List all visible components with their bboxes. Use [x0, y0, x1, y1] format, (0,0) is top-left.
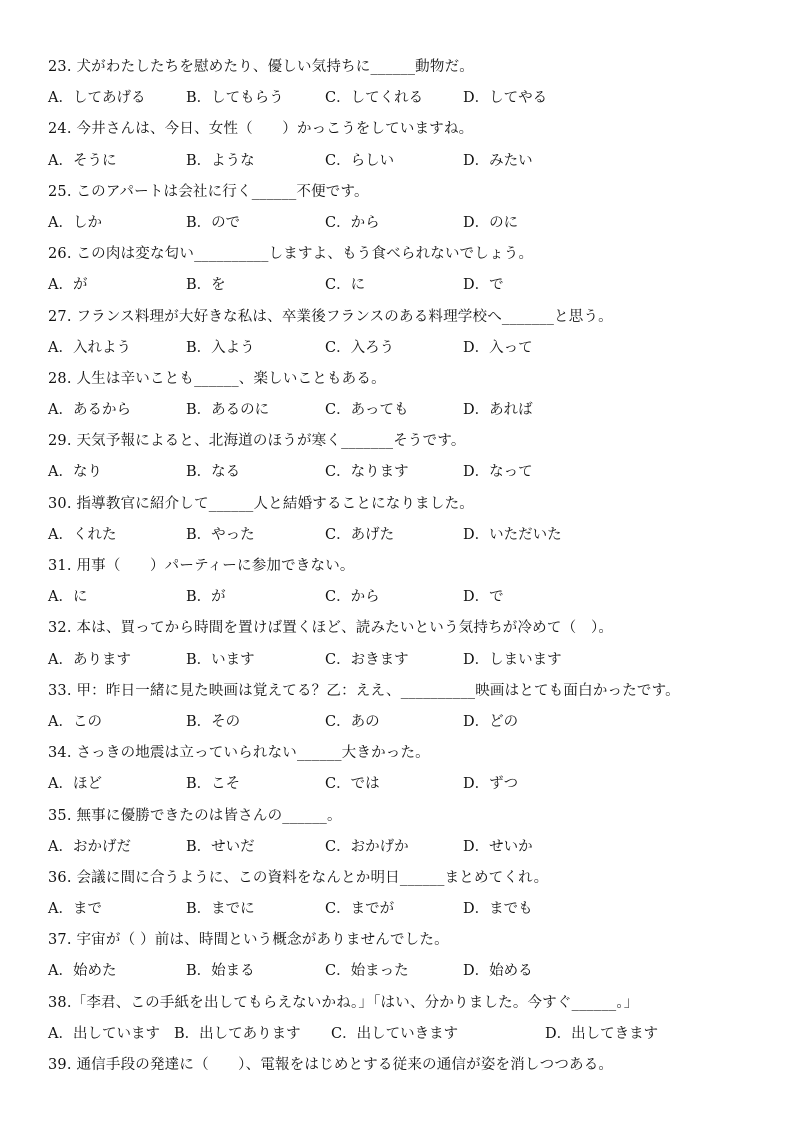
option-b: B．が	[186, 589, 226, 606]
option-c: C．から	[325, 589, 380, 606]
option-c: C．出していきます	[331, 1025, 459, 1042]
option-d: D．なって	[463, 464, 533, 481]
option-b: B．してもらう	[186, 90, 284, 107]
option-c: C．あの	[325, 713, 380, 730]
options-row	[48, 457, 768, 488]
option-d: D．出してきます	[545, 1025, 659, 1042]
option-c: C．してくれる	[325, 90, 424, 107]
option-a: A．あるから	[48, 402, 131, 419]
question-text: 29. 天気予報によると、北海道のほうが寒く_______そうです。	[48, 433, 466, 450]
option-a: A．あります	[48, 651, 131, 668]
options-row	[48, 956, 768, 987]
option-a: A．そうに	[48, 152, 117, 169]
option-c: C．から	[325, 214, 380, 231]
question-text: 25. このアパートは会社に行く______不便です。	[48, 183, 369, 200]
option-c: C．あっても	[325, 402, 409, 419]
option-d: D．どの	[463, 713, 519, 730]
option-a: A．入れよう	[48, 339, 131, 356]
option-c: C．入ろう	[325, 339, 395, 356]
question-text: 23. 犬がわたしたちを慰めたり、優しい気持ちに______動物だ。	[48, 59, 474, 75]
option-d: D．で	[463, 277, 504, 294]
option-d: D．ずつ	[463, 776, 519, 793]
option-a: A．してあげる	[48, 90, 146, 107]
question-text: 32. 本は、買ってから時間を置けば置くほど、読みたいという気持ちが冷めて（ ）。	[48, 620, 614, 637]
option-b: B．を	[186, 277, 226, 294]
option-d: D．入って	[463, 339, 533, 356]
option-b: B．ような	[186, 152, 255, 169]
option-a: A．しか	[48, 214, 102, 231]
option-a: A．出しています	[48, 1025, 160, 1042]
question-list	[48, 52, 768, 1081]
option-d: D．あれば	[463, 402, 533, 419]
option-d: D．で	[463, 589, 504, 606]
option-d: D．しまいます	[463, 651, 562, 668]
options-row	[48, 83, 768, 114]
options-row	[48, 645, 768, 676]
options-row	[48, 1019, 768, 1050]
option-a: A．おかげだ	[48, 838, 131, 855]
option-c: C．らしい	[325, 152, 395, 169]
options-row	[48, 832, 768, 863]
question-text: 36. 会議に間に合うように、この資料をなんとか明日______まとめてくれ。	[48, 869, 549, 886]
option-a: A．始めた	[48, 963, 117, 980]
option-d: D．してやる	[463, 90, 548, 107]
question-text: 26. この肉は変な匂い__________しますよ、もう食べられないでしょう。	[48, 246, 534, 263]
question-text: 27. フランス料理が大好きな私は、卒業後フランスのある料理学校へ_______と思う。	[48, 308, 613, 325]
option-b: B．出してあります	[174, 1025, 301, 1042]
option-a: A．まで	[48, 901, 102, 918]
options-row	[48, 520, 768, 551]
option-b: B．せいだ	[186, 838, 255, 855]
option-a: A．なり	[48, 464, 102, 481]
options-row	[48, 582, 768, 613]
option-d: D．までも	[463, 901, 533, 918]
option-c: C．では	[325, 776, 380, 793]
option-a: A．ほど	[48, 776, 102, 793]
question-text: 24. 今井さんは、今日、女性（ ）かっこうをしていますね。	[48, 121, 474, 138]
option-d: D．みたい	[463, 152, 533, 169]
option-b: B．こそ	[186, 776, 241, 793]
option-c: C．始まった	[325, 963, 409, 980]
option-a: A．が	[48, 277, 88, 294]
options-row	[48, 707, 768, 738]
option-c: C．おきます	[325, 651, 409, 668]
question-text: 28. 人生は辛いことも______、楽しいこともある。	[48, 370, 386, 387]
question-text: 33. 甲：昨日一緒に見た映画は覚えてる？乙：ええ、__________映画はとても面白かったです。	[48, 682, 680, 699]
option-a: A．に	[48, 589, 88, 606]
option-d: D．いただいた	[463, 526, 562, 543]
question-text: 30. 指導教官に紹介して______人と結婚することになりました。	[48, 495, 474, 512]
option-b: B．やった	[186, 526, 255, 543]
question-text: 38.「李君、この手紙を出してもらえないかね。」「はい、分かりました。今すぐ______。」	[48, 994, 639, 1011]
option-b: B．あるのに	[186, 402, 270, 419]
options-row	[48, 333, 768, 364]
options-row	[48, 146, 768, 177]
question-text: 37. 宇宙が（ ）前は、時間という概念がありませんでした。	[48, 932, 449, 949]
options-row	[48, 270, 768, 301]
question-text: 39. 通信手段の発達に（ ）、電報をはじめとする従来の通信が姿を消しつつある。	[48, 1057, 614, 1073]
question-text: 34. さっきの地震は立っていられない______大きかった。	[48, 745, 430, 762]
option-b: B．います	[186, 651, 255, 668]
option-b: B．なる	[186, 464, 241, 481]
options-row	[48, 395, 768, 426]
option-c: C．までが	[325, 901, 395, 918]
option-c: C．おかげか	[325, 838, 409, 855]
options-row	[48, 769, 768, 800]
option-c: C．あげた	[325, 526, 395, 543]
options-row	[48, 208, 768, 239]
options-row	[48, 894, 768, 925]
option-a: A．この	[48, 713, 102, 730]
option-b: B．までに	[186, 901, 255, 918]
option-d: D．始める	[463, 963, 533, 980]
option-b: B．ので	[186, 214, 241, 231]
option-c: C．なります	[325, 464, 409, 481]
question-text: 31. 用事（ ）パーティーに参加できない。	[48, 558, 355, 574]
option-d: D．せいか	[463, 838, 533, 855]
option-d: D．のに	[463, 214, 519, 231]
option-b: B．その	[186, 713, 241, 730]
option-a: A．くれた	[48, 526, 117, 543]
question-text: 35. 無事に優勝できたのは皆さんの______。	[48, 807, 342, 824]
option-b: B．入よう	[186, 339, 255, 356]
option-c: C．に	[325, 277, 366, 294]
option-b: B．始まる	[186, 963, 255, 980]
